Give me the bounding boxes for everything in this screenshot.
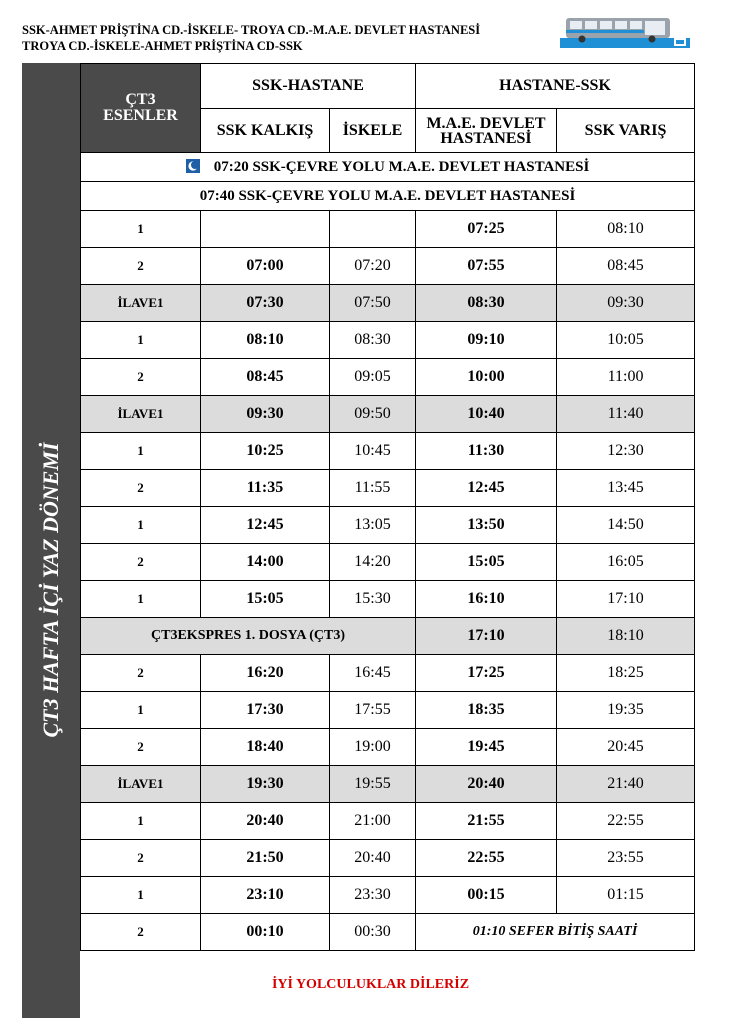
hospital-departure-cell: 10:00	[416, 359, 557, 396]
ssk-arrival-cell: 17:10	[557, 581, 695, 618]
ssk-arrival-cell: 18:25	[557, 655, 695, 692]
iskele-time-cell: 15:30	[330, 581, 416, 618]
hospital-departure-cell: 17:10	[416, 618, 557, 655]
ssk-arrival-cell: 12:30	[557, 433, 695, 470]
table-row	[81, 729, 695, 766]
route-label-cell	[81, 64, 201, 153]
ssk-arrival-cell: 08:10	[557, 211, 695, 248]
iskele-time-cell: 08:30	[330, 322, 416, 359]
iskele-time-cell: 14:20	[330, 544, 416, 581]
bus-number-cell: 1	[81, 877, 201, 914]
table-row	[81, 396, 695, 433]
iskele-time-cell: 17:55	[330, 692, 416, 729]
ssk-departure-cell: 10:25	[201, 433, 330, 470]
iskele-time-cell: 07:50	[330, 285, 416, 322]
col-header-ssk-arrival: SSK VARIŞ	[557, 109, 695, 153]
ssk-departure-cell: 14:00	[201, 544, 330, 581]
footer-message: İYİ YOLCULUKLAR DİLERİZ	[271, 977, 470, 992]
ssk-departure-cell	[201, 211, 330, 248]
col-header-iskele: İSKELE	[330, 109, 416, 153]
ssk-arrival-cell: 19:35	[557, 692, 695, 729]
moon-icon	[186, 159, 200, 173]
hospital-departure-cell: 12:45	[416, 470, 557, 507]
table-row	[81, 211, 695, 248]
iskele-time-cell: 13:05	[330, 507, 416, 544]
ssk-arrival-cell: 21:40	[557, 766, 695, 803]
table-row	[81, 877, 695, 914]
table-row	[81, 618, 695, 655]
ssk-arrival-cell: 13:45	[557, 470, 695, 507]
bus-number-cell: 1	[81, 507, 201, 544]
ssk-departure-cell: 19:30	[201, 766, 330, 803]
ssk-departure-cell: 08:45	[201, 359, 330, 396]
bus-number-cell: 1	[81, 322, 201, 359]
ssk-arrival-cell: 20:45	[557, 729, 695, 766]
ssk-departure-cell: 08:10	[201, 322, 330, 359]
iskele-time-cell: 09:50	[330, 396, 416, 433]
header-title	[22, 22, 552, 54]
table-row	[81, 322, 695, 359]
bus-number-cell: 2	[81, 544, 201, 581]
ssk-arrival-cell: 23:55	[557, 840, 695, 877]
table-row	[81, 655, 695, 692]
hospital-departure-cell: 16:10	[416, 581, 557, 618]
col-header-hospital	[416, 109, 557, 153]
ssk-departure-cell: 23:10	[201, 877, 330, 914]
hospital-departure-cell: 21:55	[416, 803, 557, 840]
bus-number-cell: 2	[81, 248, 201, 285]
hospital-departure-cell: 18:35	[416, 692, 557, 729]
ssk-arrival-cell: 22:55	[557, 803, 695, 840]
ssk-arrival-cell: 01:15	[557, 877, 695, 914]
service-end-note: 01:10 SEFER BİTİŞ SAATİ	[416, 914, 695, 951]
bus-number-cell: 1	[81, 581, 201, 618]
header-title-line2: TROYA CD.-İSKELE-AHMET PRİŞTİNA CD-SSK	[22, 39, 303, 53]
hospital-departure-cell: 19:45	[416, 729, 557, 766]
bus-logo-icon	[560, 14, 690, 48]
group-header-outbound: SSK-HASTANE	[201, 64, 416, 109]
ssk-departure-cell: 00:10	[201, 914, 330, 951]
iskele-time-cell	[330, 211, 416, 248]
ssk-departure-cell: 16:20	[201, 655, 330, 692]
iskele-time-cell: 19:00	[330, 729, 416, 766]
note-text: 07:20 SSK-ÇEVRE YOLU M.A.E. DEVLET HASTANESİ	[213, 158, 590, 175]
timetable	[80, 63, 695, 951]
ssk-departure-cell: 12:45	[201, 507, 330, 544]
note-row	[81, 182, 695, 211]
iskele-time-cell: 11:55	[330, 470, 416, 507]
route-code: ÇT3	[125, 91, 156, 108]
iskele-time-cell: 00:30	[330, 914, 416, 951]
route-stop: ESENLER	[103, 107, 178, 124]
ssk-departure-cell: 17:30	[201, 692, 330, 729]
iskele-time-cell: 19:55	[330, 766, 416, 803]
ssk-arrival-cell: 14:50	[557, 507, 695, 544]
ssk-arrival-cell: 16:05	[557, 544, 695, 581]
ssk-departure-cell: 11:35	[201, 470, 330, 507]
table-row	[81, 914, 695, 951]
ssk-arrival-cell: 09:30	[557, 285, 695, 322]
hospital-departure-cell: 10:40	[416, 396, 557, 433]
bus-number-cell: 2	[81, 655, 201, 692]
ssk-departure-cell: 07:30	[201, 285, 330, 322]
bus-number-cell: İLAVE1	[81, 285, 201, 322]
iskele-time-cell: 07:20	[330, 248, 416, 285]
bus-number-cell: 1	[81, 803, 201, 840]
table-row	[81, 840, 695, 877]
bus-number-cell: İLAVE1	[81, 396, 201, 433]
ssk-departure-cell: 18:40	[201, 729, 330, 766]
hospital-departure-cell: 15:05	[416, 544, 557, 581]
note-row	[81, 153, 695, 182]
bus-number-cell: 2	[81, 914, 201, 951]
hospital-departure-cell: 13:50	[416, 507, 557, 544]
ssk-arrival-cell: 10:05	[557, 322, 695, 359]
ssk-departure-cell: 20:40	[201, 803, 330, 840]
bus-number-cell: 1	[81, 692, 201, 729]
hospital-departure-cell: 07:55	[416, 248, 557, 285]
hospital-departure-cell: 11:30	[416, 433, 557, 470]
iskele-time-cell: 20:40	[330, 840, 416, 877]
table-row	[81, 581, 695, 618]
ssk-departure-cell: 15:05	[201, 581, 330, 618]
ssk-departure-cell: 07:00	[201, 248, 330, 285]
iskele-time-cell: 16:45	[330, 655, 416, 692]
ssk-departure-cell: 21:50	[201, 840, 330, 877]
iskele-time-cell: 21:00	[330, 803, 416, 840]
bus-number-cell: İLAVE1	[81, 766, 201, 803]
hospital-departure-cell: 00:15	[416, 877, 557, 914]
iskele-time-cell: 23:30	[330, 877, 416, 914]
table-row	[81, 507, 695, 544]
bus-number-cell: 1	[81, 433, 201, 470]
header-title-line1: SSK-AHMET PRİŞTİNA CD.-İSKELE- TROYA CD.-M.A.E. DEVLET HASTANESİ	[22, 23, 481, 37]
iskele-time-cell: 10:45	[330, 433, 416, 470]
hospital-departure-cell: 20:40	[416, 766, 557, 803]
table-row	[81, 285, 695, 322]
table-row	[81, 359, 695, 396]
ssk-arrival-cell: 11:00	[557, 359, 695, 396]
table-row	[81, 766, 695, 803]
col-header-ssk-departure: SSK KALKIŞ	[201, 109, 330, 153]
hospital-departure-cell: 17:25	[416, 655, 557, 692]
table-row	[81, 248, 695, 285]
bus-number-cell: 2	[81, 470, 201, 507]
col-header-hospital-line1: M.A.E. DEVLET	[426, 114, 546, 132]
table-row	[81, 433, 695, 470]
iskele-time-cell: 09:05	[330, 359, 416, 396]
table-row	[81, 803, 695, 840]
bus-number-cell: 1	[81, 211, 201, 248]
bus-number-cell: 2	[81, 359, 201, 396]
hospital-departure-cell: 07:25	[416, 211, 557, 248]
ssk-departure-cell: 09:30	[201, 396, 330, 433]
express-trip-label: ÇT3EKSPRES 1. DOSYA (ÇT3)	[81, 618, 416, 655]
col-header-hospital-line2: HASTANESİ	[440, 129, 532, 147]
sidebar-title: ÇT3 HAFTA İÇİ YAZ DÖNEMİ	[38, 442, 63, 738]
table-row	[81, 692, 695, 729]
hospital-departure-cell: 22:55	[416, 840, 557, 877]
table-row	[81, 470, 695, 507]
bus-number-cell: 2	[81, 729, 201, 766]
hospital-departure-cell: 09:10	[416, 322, 557, 359]
hospital-departure-cell: 08:30	[416, 285, 557, 322]
table-row	[81, 544, 695, 581]
note-text: 07:40 SSK-ÇEVRE YOLU M.A.E. DEVLET HASTANESİ	[199, 187, 576, 204]
ssk-arrival-cell: 08:45	[557, 248, 695, 285]
ssk-arrival-cell: 18:10	[557, 618, 695, 655]
ssk-arrival-cell: 11:40	[557, 396, 695, 433]
bus-number-cell: 2	[81, 840, 201, 877]
group-header-inbound: HASTANE-SSK	[416, 64, 695, 109]
